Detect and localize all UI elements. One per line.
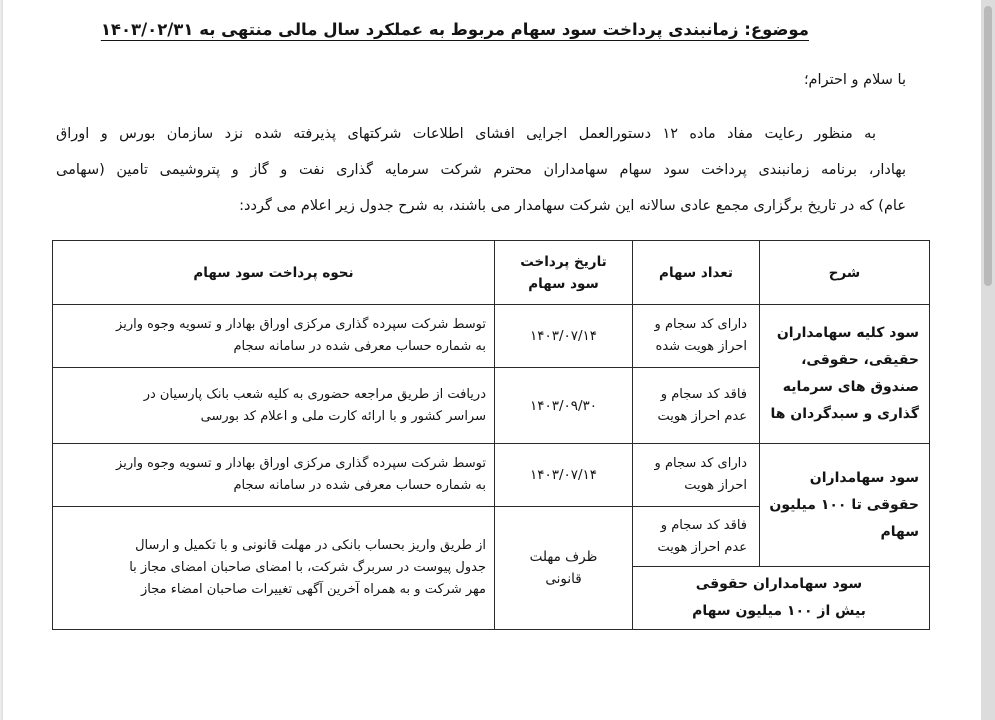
method-cell <box>53 305 495 368</box>
method-line: به شماره حساب معرفی شده در سامانه سجام <box>233 339 486 354</box>
dividend-schedule-table <box>52 240 930 630</box>
count-line: فاقد کد سجام و <box>660 386 747 402</box>
method-cell <box>53 507 495 630</box>
date-line: ظرف مهلت <box>529 549 598 565</box>
table-row <box>53 444 930 507</box>
count-cell <box>633 305 760 368</box>
intro-line: به منظور رعایت مفاد ماده ۱۲ دستورالعمل اجرایی افشای اطلاعات شرکتهای پذیرفته شده نزد سازمان بورس و اوراق <box>56 126 876 142</box>
date-cell: ۱۴۰۳/۰۹/۳۰ <box>495 368 633 444</box>
desc-line: حقوقی تا ۱۰۰ میلیون <box>769 496 919 513</box>
method-cell <box>53 368 495 444</box>
intro-line: عام) که در تاریخ برگزاری مجمع عادی سالانه این شرکت سهامدار می باشند، به شرح جدول زیر اعلام می گردد: <box>239 198 906 214</box>
header-date-line: سود سهام <box>528 275 599 292</box>
desc-line: بیش از ۱۰۰ میلیون سهام <box>692 603 866 619</box>
count-cell <box>633 368 760 444</box>
scrollbar[interactable] <box>981 0 995 720</box>
desc-line: صندوق های سرمایه <box>782 379 919 395</box>
intro-paragraph <box>56 124 906 232</box>
date-cell <box>495 507 633 630</box>
header-method: نحوه پرداخت سود سهام <box>53 241 495 305</box>
header-date-line: تاریخ پرداخت <box>520 253 607 270</box>
desc-line: سود سهامداران <box>809 469 919 486</box>
count-line: دارای کد سجام و <box>654 317 747 332</box>
desc-line: حقیقی، حقوقی، <box>801 352 919 368</box>
scrollbar-thumb[interactable] <box>984 6 992 286</box>
table-row <box>53 305 930 368</box>
intro-line: بهادار، برنامه زمانبندی پرداخت سود سهام سهامداران محترم شرکت سرمایه گذاری نفت و گاز و پتروشیمی تامین (سهامی <box>56 162 906 178</box>
date-cell: ۱۴۰۳/۰۷/۱۴ <box>495 444 633 507</box>
table-header-row <box>53 241 930 305</box>
desc-line: سود سهامداران حقوقی <box>695 576 863 592</box>
date-line: قانونی <box>545 571 582 587</box>
group-real-shareholders <box>760 305 930 444</box>
header-count: تعداد سهام <box>633 241 760 305</box>
method-line: توسط شرکت سپرده گذاری مرکزی اوراق بهادار و تسویه وجوه واریز <box>116 456 486 471</box>
method-line: مهر شرکت و به همراه آخرین آگهی تغییرات صاحبان امضاء مجاز <box>140 582 486 597</box>
method-line: از طریق واریز بحساب بانکی در مهلت قانونی و با تکمیل و ارسال <box>135 538 486 553</box>
desc-line: سود کلیه سهامداران <box>776 325 919 341</box>
count-line: احراز هویت <box>684 478 747 493</box>
date-cell: ۱۴۰۳/۰۷/۱۴ <box>495 305 633 368</box>
count-cell <box>633 444 760 507</box>
subject-line: موضوع: زمانبندی پرداخت سود سهام مربوط به عملکرد سال مالی منتهی به ۱۴۰۳/۰۲/۳۱ <box>100 20 809 39</box>
method-cell <box>53 444 495 507</box>
method-line: دریافت از طریق مراجعه حضوری به کلیه شعب بانک پارسیان در <box>143 386 486 402</box>
document-page <box>3 0 981 720</box>
desc-line: سهام <box>880 523 919 540</box>
method-line: سراسر کشور و با ارائه کارت ملی و اعلام کد بورسی <box>200 408 486 424</box>
greeting: با سلام و احترام؛ <box>803 72 906 88</box>
header-date <box>495 241 633 305</box>
group-legal-small <box>760 444 930 567</box>
header-desc: شرح <box>760 241 930 305</box>
count-line: دارای کد سجام و <box>654 456 747 471</box>
method-line: توسط شرکت سپرده گذاری مرکزی اوراق بهادار و تسویه وجوه واریز <box>116 317 486 332</box>
desc-line: گذاری و سبدگردان ها <box>770 406 919 422</box>
count-line: احراز هویت شده <box>655 339 747 354</box>
count-line: فاقد کد سجام و <box>660 517 747 533</box>
group-legal-large <box>633 567 930 630</box>
count-line: عدم احراز هویت <box>657 539 747 555</box>
method-line: جدول پیوست در سربرگ شرکت، با امضای صاحبان امضای مجاز با <box>129 560 486 575</box>
count-cell <box>633 507 760 567</box>
count-line: عدم احراز هویت <box>657 408 747 424</box>
method-line: به شماره حساب معرفی شده در سامانه سجام <box>233 478 486 493</box>
